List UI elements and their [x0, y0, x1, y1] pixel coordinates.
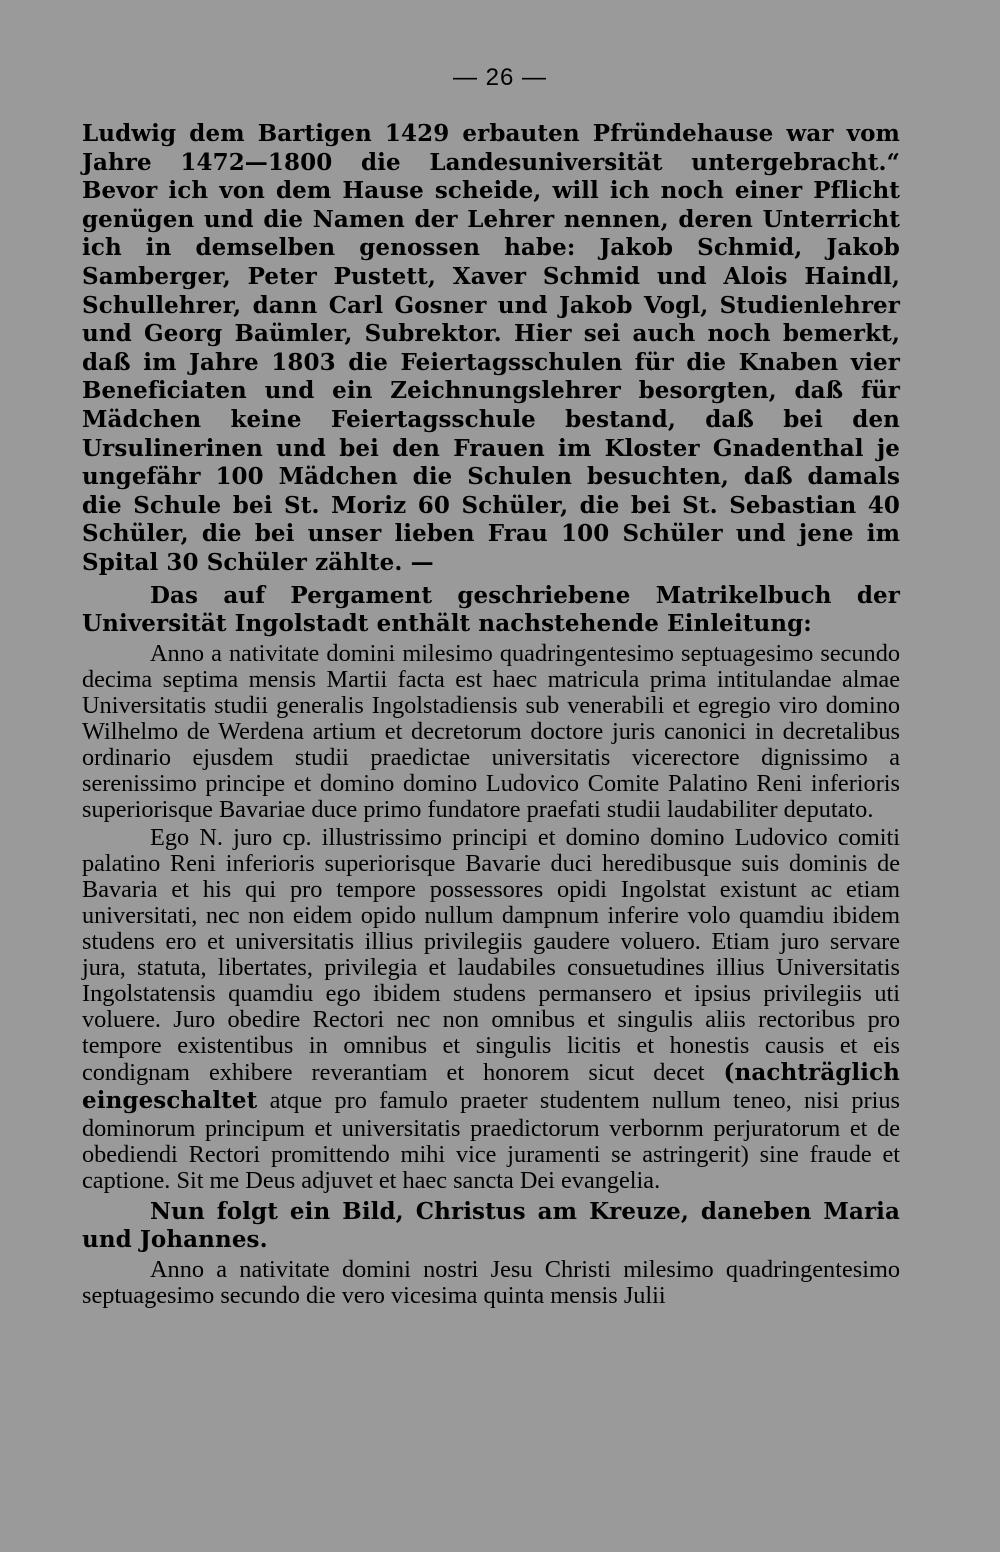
- paragraph-latin-introduction: Anno a nativitate domini milesimo quadringentesimo septuagesimo secundo decima septima mensis Martii facta est haec matricula prima intitulandae almae Universitatis studii generalis Ingolstadiensis sub venerabili et egregio viro domino Wilhelmo de Werdena artium et decretorum doctore juris canonici in decretalibus ordinario ejusdem studii praedictae universitatis vicerectore dignissimo a serenissimo principe et domino domino Ludovico Comite Palatino Reni inferioris superiorisque Bavariae duce primo fundatore praefati studii laudabiliter deputato.: [82, 639, 900, 823]
- oath-german-insert: (nachträglich eingeschaltet: [82, 1058, 900, 1115]
- oath-text-part-1: Ego N. juro cp. illustrissimo principi et domino domino Ludovico comiti palatino Reni inferioris superiorisque Bavarie duci heredibusque suis dominis de Bavaria et his qui pro tempore possessores opidi Ingolstat existunt ac etiam universitati, nec non eidem opido nullum dampnum inferire volo quamdiu ibidem studens ero et universitatis illius privilegiis gaudere voluero. Etiam juro servare jura, statuta, libertates, privilegia et laudabiles consuetudines illius Universitatis Ingolstatensis quamdiu ego ibidem studens permansero et ipsius privilegiis uti voluere. Juro obedire Rectori nec non omnibus et singulis aliis rectoribus pro tempore existentibus in omnibus et singulis licitis et honestis causis et eis condignam exhibere reverantiam et honorem sicut decet: [82, 823, 900, 1086]
- paragraph-teachers: Ludwig dem Bartigen 1429 erbauten Pfründehause war vom Jahre 1472—1800 die Landesuniversität untergebracht.“ Bevor ich von dem Hause scheide, will ich noch einer Pflicht genügen und die Namen der Lehrer nennen, deren Unterricht ich in demselben genossen habe: Jakob Schmid, Jakob Samberger, Peter Pustett, Xaver Schmid und Alois Haindl, Schullehrer, dann Carl Gosner und Jakob Vogl, Studienlehrer und Georg Baümler, Subrektor. Hier sei auch noch bemerkt, daß im Jahre 1803 die Feiertagsschulen für die Knaben vier Beneficiaten und ein Zeichnungslehrer besorgten, daß für Mädchen keine Feiertagsschule bestand, daß bei den Ursulinerinen und bei den Frauen im Kloster Gnadenthal je ungefähr 100 Mädchen die Schulen besuchten, daß damals die Schule bei St. Moriz 60 Schüler, die bei St. Sebastian 40 Schüler, die bei unser lieben Frau 100 Schüler und jene im Spital 30 Schüler zählte. —: [82, 120, 900, 576]
- paragraph-latin-final: Anno a nativitate domini nostri Jesu Christi milesimo quadringentesimo septuagesimo secundo die vero vicesima quinta mensis Julii: [82, 1256, 900, 1310]
- text-body: [82, 120, 900, 1309]
- paragraph-picture-note: Nun folgt ein Bild, Christus am Kreuze, daneben Maria und Johannes.: [82, 1197, 900, 1254]
- paragraph-matrikel-intro: Das auf Pergament geschriebene Matrikelbuch der Universität Ingolstadt enthält nachstehende Einleitung:: [82, 581, 900, 638]
- oath-text-part-2: atque pro famulo praeter studentem nullum teneo, nisi prius dominorum principum et universitatis praedictorum verbornm perjuratorum et de obediendi Rectori promittendo mihi vice juramenti se astringerit) sine fraude et captione. Sit me Deus adjuvet et haec sancta Dei evangelia.: [82, 1087, 900, 1194]
- paragraph-latin-oath: [82, 825, 900, 1194]
- page-number: — 26 —: [452, 64, 548, 91]
